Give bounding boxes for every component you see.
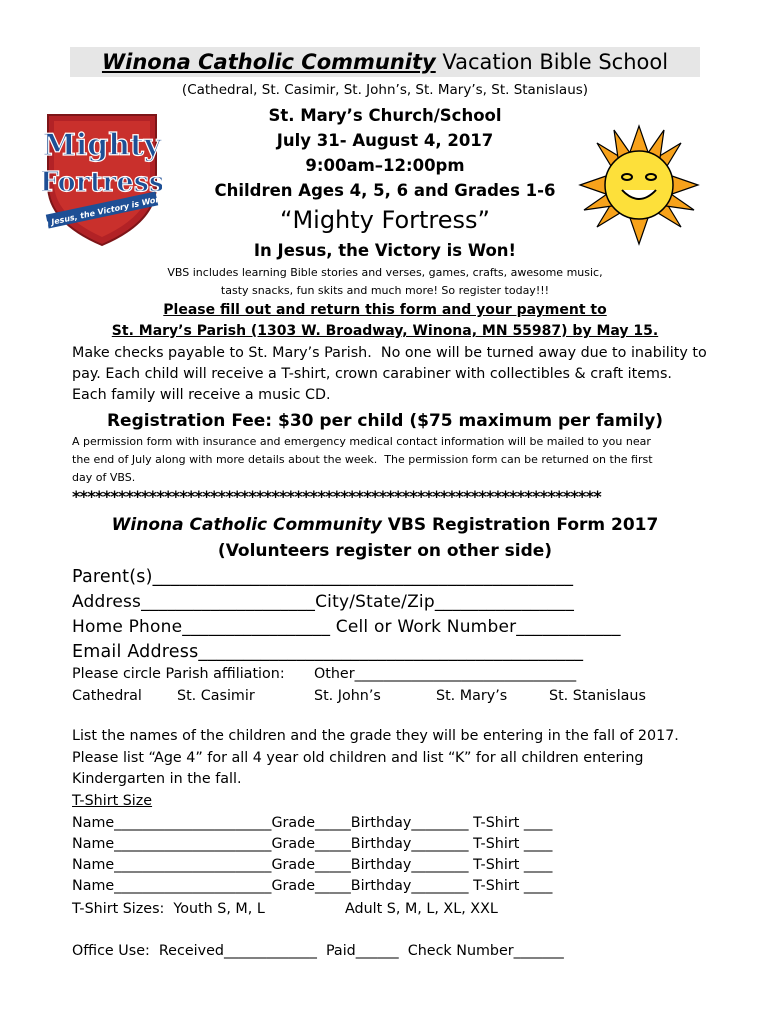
page-title: [70, 47, 700, 77]
return-instructions-line2: St. Mary’s Parish (1303 W. Broadway, Winona, MN 55987) by May 15.: [111, 323, 659, 339]
logo-line1: Mighty: [42, 128, 162, 163]
intro-line2: tasty snacks, fun skits and much more! So register today!!!: [220, 284, 550, 297]
logo-line2: Fortress: [42, 167, 162, 198]
children-instructions-line1: List the names of the children and the grade they will be entering in the fall of 2017.: [72, 728, 679, 744]
event-tagline: In Jesus, the Victory is Won!: [253, 241, 517, 260]
other-parish-field[interactable]: Other_______________________________: [314, 666, 577, 682]
intro-line1: VBS includes learning Bible stories and verses, games, crafts, awesome music,: [167, 266, 603, 279]
permission-line3: day of VBS.: [72, 471, 136, 484]
children-instructions-line3: Kindergarten in the fall.: [72, 771, 242, 787]
event-dates: July 31- August 4, 2017: [276, 131, 494, 150]
email-field[interactable]: Email Address___________________________________________: [72, 642, 584, 662]
child-row-1[interactable]: Name______________________Grade_____Birthday________ T-Shirt ____: [72, 815, 553, 831]
checks-line1: Make checks payable to St. Mary’s Parish. No one will be turned away due to inability to: [72, 345, 707, 361]
permission-line2: the end of July along with more details about the week. The permission form can be returned on the first: [72, 453, 653, 466]
parents-field[interactable]: Parent(s)_______________________________________________: [72, 567, 574, 587]
event-ages: Children Ages 4, 5, 6 and Grades 1-6: [214, 181, 556, 200]
return-instructions-line1: Please fill out and return this form and your payment to: [163, 302, 607, 318]
phone-field[interactable]: Home Phone_________________ Cell or Work Number____________: [72, 617, 621, 637]
tshirt-sizes-adult: Adult S, M, L, XL, XXL: [345, 901, 498, 917]
event-time: 9:00am–12:00pm: [305, 156, 465, 175]
logo-banner: In Jesus, the Victory is Won!: [42, 193, 162, 230]
star-divider: *********************************************************************: [72, 487, 602, 506]
form-title: [0, 515, 770, 535]
parish-option-st-marys[interactable]: St. Mary’s: [436, 688, 508, 704]
parish-option-st-stanislaus[interactable]: St. Stanislaus: [549, 688, 646, 704]
tshirt-size-heading: T-Shirt Size: [72, 793, 153, 809]
child-row-3[interactable]: Name______________________Grade_____Birthday________ T-Shirt ____: [72, 857, 553, 873]
checks-line2: pay. Each child will receive a T-shirt, crown carabiner with collectibles & craft items.: [72, 366, 672, 382]
child-row-4[interactable]: Name______________________Grade_____Birthday________ T-Shirt ____: [72, 878, 553, 894]
parish-option-st-johns[interactable]: St. John’s: [314, 688, 381, 704]
event-theme: “Mighty Fortress”: [280, 206, 490, 234]
parish-list: (Cathedral, St. Casimir, St. John’s, St. Mary’s, St. Stanislaus): [181, 82, 589, 98]
address-field[interactable]: Address____________________City/State/Zip________________: [72, 592, 575, 612]
registration-fee: Registration Fee: $30 per child ($75 maximum per family): [106, 411, 664, 431]
children-instructions-line2: Please list “Age 4” for all 4 year old children and list “K” for all children entering: [72, 750, 644, 766]
checks-line3: Each family will receive a music CD.: [72, 387, 331, 403]
tshirt-sizes-youth: T-Shirt Sizes: Youth S, M, L: [72, 901, 265, 917]
title-community: Winona Catholic Community: [101, 50, 436, 74]
parish-option-st-casimir[interactable]: St. Casimir: [177, 688, 255, 704]
office-use-line: Office Use: Received_____________ Paid______ Check Number_______: [72, 943, 564, 959]
form-title-rest: VBS Registration Form 2017: [381, 515, 659, 535]
form-subtitle: (Volunteers register on other side): [217, 541, 553, 561]
permission-line1: A permission form with insurance and emergency medical contact information will be mailed to you near: [72, 435, 651, 448]
parish-option-cathedral[interactable]: Cathedral: [72, 688, 142, 704]
form-title-community: Winona Catholic Community: [111, 515, 382, 535]
event-location: St. Mary’s Church/School: [268, 106, 502, 125]
child-row-2[interactable]: Name______________________Grade_____Birthday________ T-Shirt ____: [72, 836, 553, 852]
title-vbs: Vacation Bible School: [435, 50, 669, 74]
parish-affiliation-label: Please circle Parish affiliation:: [72, 666, 285, 682]
